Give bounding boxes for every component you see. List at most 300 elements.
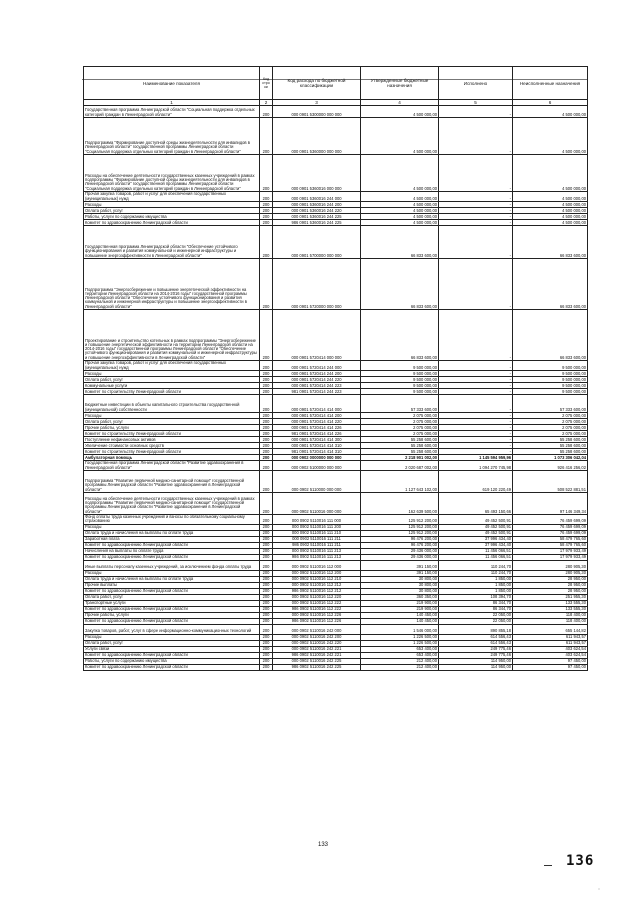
approved-amount-cell: 2 075 000,00: [361, 413, 439, 419]
approved-amount-cell: 2 218 901 002,00: [361, 455, 439, 461]
executed-amount-cell: -: [439, 413, 513, 419]
line-code-cell: 200: [260, 548, 273, 554]
executed-amount-cell: 249 775,46: [439, 652, 513, 658]
table-row: [84, 192, 588, 202]
indicator-name-cell: Работы, услуги по содержанию имущества: [84, 658, 260, 664]
table-body: [84, 106, 588, 671]
table-row: [84, 493, 588, 515]
table-row: [84, 471, 588, 493]
unexecuted-amount-cell: 55 258 600,00: [513, 437, 588, 443]
unexecuted-amount-cell: 280 905,30: [513, 570, 588, 576]
approved-amount-cell: 391 150,00: [361, 560, 439, 570]
unexecuted-amount-cell: 1 073 306 042,04: [513, 455, 588, 461]
unexecuted-amount-cell: 2 075 000,00: [513, 419, 588, 425]
budget-code-cell: 000 0902 5110016 112 000: [273, 560, 361, 570]
corner-mark: ::: [598, 886, 601, 891]
line-code-cell: 200: [260, 106, 273, 118]
budget-code-cell: 000 0901 5720414 244 220: [273, 377, 361, 383]
unexecuted-amount-cell: 118 400,00: [513, 612, 588, 618]
budget-code-cell: 986 0902 5110016 112 226: [273, 618, 361, 624]
unexecuted-amount-cell: 4 500 000,00: [513, 106, 588, 118]
budget-code-cell: 000 0902 0000000 000 000: [273, 455, 361, 461]
approved-amount-cell: 125 912 200,00: [361, 515, 439, 525]
approved-amount-cell: 219 900,00: [361, 606, 439, 612]
executed-amount-cell: -: [439, 310, 513, 361]
unexecuted-amount-cell: 4 500 000,00: [513, 155, 588, 192]
executed-amount-cell: 37 996 434,40: [439, 542, 513, 548]
line-code-cell: 200: [260, 646, 273, 652]
header-approved: Утвержденные бюджетные назначения: [361, 67, 439, 100]
budget-code-cell: 000 0901 5360016 244 200: [273, 202, 361, 208]
line-code-cell: 200: [260, 449, 273, 455]
line-code-cell: 200: [260, 214, 273, 220]
executed-amount-cell: 1 850,00: [439, 576, 513, 582]
indicator-name-cell: Оплата работ, услуг: [84, 419, 260, 425]
line-code-cell: 200: [260, 361, 273, 371]
indicator-name-cell: Комитет по здравоохранению Ленинградской области: [84, 606, 260, 612]
budget-code-cell: 000 0901 5720414 244 000: [273, 361, 361, 371]
table-row: [84, 515, 588, 525]
budget-code-cell: 000 0902 5110016 242 221: [273, 646, 361, 652]
approved-amount-cell: 653 400,00: [361, 652, 439, 658]
table-row: [84, 118, 588, 155]
unexecuted-amount-cell: 2 075 000,00: [513, 413, 588, 419]
unexecuted-amount-cell: 9 500 000,00: [513, 361, 588, 371]
budget-code-cell: 986 0901 5360016 244 225: [273, 220, 361, 226]
line-code-cell: 200: [260, 413, 273, 419]
approved-amount-cell: 4 500 000,00: [361, 220, 439, 226]
budget-code-cell: 000 0901 5360000 000 000: [273, 118, 361, 155]
line-code-cell: 200: [260, 493, 273, 515]
unexecuted-amount-cell: 58 479 765,60: [513, 542, 588, 548]
indicator-name-cell: Комитет по здравоохранению Ленинградской области: [84, 652, 260, 658]
executed-amount-cell: 619 120 220,49: [439, 471, 513, 493]
approved-amount-cell: 140 450,00: [361, 612, 439, 618]
unexecuted-amount-cell: 55 258 600,00: [513, 449, 588, 455]
column-number: 2: [260, 100, 273, 106]
executed-amount-cell: -: [439, 214, 513, 220]
approved-amount-cell: 55 258 600,00: [361, 449, 439, 455]
indicator-name-cell: Государственная программа Ленинградской области "Обеспечение устойчивого функционирования и развития коммунальной и инженерной инфраструктуры и повышение энергоэффективности в Ленинградской области": [84, 226, 260, 259]
indicator-name-cell: Начисления на выплаты по оплате труда: [84, 548, 260, 554]
approved-amount-cell: 125 912 200,00: [361, 530, 439, 536]
approved-amount-cell: 96 476 200,00: [361, 542, 439, 548]
line-code-cell: 200: [260, 395, 273, 413]
executed-amount-cell: 614 556,43: [439, 634, 513, 640]
executed-amount-cell: 65 493 150,66: [439, 493, 513, 515]
line-code-cell: 200: [260, 658, 273, 664]
approved-amount-cell: 4 500 000,00: [361, 214, 439, 220]
executed-amount-cell: -: [439, 443, 513, 449]
budget-code-cell: 981 0901 5720414 244 223: [273, 389, 361, 395]
unexecuted-amount-cell: 251 955,30: [513, 594, 588, 600]
unexecuted-amount-cell: 28 950,00: [513, 576, 588, 582]
unexecuted-amount-cell: 118 400,00: [513, 618, 588, 624]
line-code-cell: 200: [260, 443, 273, 449]
line-code-cell: 200: [260, 600, 273, 606]
budget-code-cell: 000 0901 5360016 244 000: [273, 192, 361, 202]
header-indicator-name: Наименование показателя: [84, 67, 260, 100]
line-code-cell: 200: [260, 634, 273, 640]
approved-amount-cell: 30 800,00: [361, 582, 439, 588]
unexecuted-amount-cell: 9 500 000,00: [513, 389, 588, 395]
approved-amount-cell: 2 075 000,00: [361, 431, 439, 437]
line-code-cell: 200: [260, 640, 273, 646]
unexecuted-amount-cell: 508 522 881,51: [513, 471, 588, 493]
indicator-name-cell: Расходы: [84, 634, 260, 640]
unexecuted-amount-cell: 4 500 000,00: [513, 208, 588, 214]
executed-amount-cell: 11 456 066,51: [439, 548, 513, 554]
executed-amount-cell: -: [439, 155, 513, 192]
table-row: [84, 155, 588, 192]
budget-code-cell: 986 0902 5110016 242 221: [273, 652, 361, 658]
indicator-name-cell: Комитет по здравоохранению Ленинградской области: [84, 618, 260, 624]
indicator-name-cell: Заработная плата: [84, 536, 260, 542]
unexecuted-amount-cell: 4 500 000,00: [513, 192, 588, 202]
unexecuted-amount-cell: 9 500 000,00: [513, 383, 588, 389]
budget-code-cell: 000 0902 5110016 242 000: [273, 624, 361, 634]
executed-amount-cell: -: [439, 437, 513, 443]
budget-code-cell: 986 0902 5110016 112 212: [273, 588, 361, 594]
line-code-cell: 200: [260, 560, 273, 570]
approved-amount-cell: 9 500 000,00: [361, 377, 439, 383]
budget-code-cell: 000 0902 5110016 111 211: [273, 536, 361, 542]
line-code-cell: 200: [260, 624, 273, 634]
executed-amount-cell: 114 950,00: [439, 658, 513, 664]
executed-amount-cell: -: [439, 220, 513, 226]
indicator-name-cell: Работы, услуги по содержанию имущества: [84, 214, 260, 220]
indicator-name-cell: Прочие выплаты: [84, 582, 260, 588]
budget-execution-table-sheet: [83, 66, 587, 671]
budget-code-cell: 000 0901 5720414 000 000: [273, 310, 361, 361]
budget-code-cell: 000 0902 5110016 242 225: [273, 658, 361, 664]
pen-mark: [544, 865, 552, 866]
indicator-name-cell: Расходы: [84, 524, 260, 530]
line-code-cell: 200: [260, 588, 273, 594]
column-number: 1: [84, 100, 260, 106]
budget-code-cell: 000 0901 5300000 000 000: [273, 106, 361, 118]
header-line-code: Код стро ки: [260, 67, 273, 100]
indicator-name-cell: Расходы на обеспечение деятельности государственных казенных учреждений в рамках подпрограммы "Развитие первичной медико-санитарной помощи" государственной программы Ленинградской области "Развитие здравоохранения в Ленинградской области": [84, 493, 260, 515]
line-code-cell: 200: [260, 530, 273, 536]
stamped-sheet-number: 136: [566, 853, 595, 869]
indicator-name-cell: Расходы: [84, 371, 260, 377]
approved-amount-cell: 29 436 000,00: [361, 548, 439, 554]
unexecuted-amount-cell: 97 146 349,34: [513, 493, 588, 515]
indicator-name-cell: Транспортные услуги: [84, 600, 260, 606]
line-code-cell: 200: [260, 431, 273, 437]
executed-amount-cell: 110 244,70: [439, 570, 513, 576]
executed-amount-cell: 49 452 500,91: [439, 524, 513, 530]
unexecuted-amount-cell: 2 075 000,00: [513, 425, 588, 431]
line-code-cell: 200: [260, 377, 273, 383]
column-number: 6: [513, 100, 588, 106]
budget-code-cell: 000 0902 5110016 242 220: [273, 640, 361, 646]
unexecuted-amount-cell: 66 833 600,00: [513, 259, 588, 310]
executed-amount-cell: -: [439, 419, 513, 425]
indicator-name-cell: Комитет по здравоохранению Ленинградской области: [84, 554, 260, 560]
approved-amount-cell: 1 226 500,00: [361, 634, 439, 640]
indicator-name-cell: Комитет по здравоохранению Ленинградской области: [84, 220, 260, 226]
unexecuted-amount-cell: 655 144,82: [513, 624, 588, 634]
approved-amount-cell: 29 436 000,00: [361, 554, 439, 560]
table-row: [84, 226, 588, 259]
header-unexecuted: Неисполненные назначения: [513, 67, 588, 100]
executed-amount-cell: -: [439, 431, 513, 437]
executed-amount-cell: -: [439, 118, 513, 155]
unexecuted-amount-cell: 403 624,54: [513, 652, 588, 658]
table-row: [84, 395, 588, 413]
table-row: [84, 664, 588, 670]
line-code-cell: 200: [260, 618, 273, 624]
executed-amount-cell: -: [439, 226, 513, 259]
approved-amount-cell: 212 400,00: [361, 658, 439, 664]
budget-code-cell: 000 0902 5110016 112 222: [273, 600, 361, 606]
executed-amount-cell: -: [439, 383, 513, 389]
line-code-cell: 200: [260, 664, 273, 670]
approved-amount-cell: 4 500 000,00: [361, 192, 439, 202]
executed-amount-cell: -: [439, 377, 513, 383]
indicator-name-cell: Расходы: [84, 202, 260, 208]
table-row: [84, 106, 588, 118]
approved-amount-cell: 653 400,00: [361, 646, 439, 652]
indicator-name-cell: Расходы на обеспечение деятельности государственных казенных учреждений в рамках подпрограммы "Формирование доступной среды жизнедеятельности для инвалидов в Ленинградской области" государственной программы Ленинградской области "Социальная поддержка отдельных категорий граждан в Ленинградской области": [84, 155, 260, 192]
budget-code-cell: 000 0901 5720414 414 310: [273, 443, 361, 449]
line-code-cell: 200: [260, 371, 273, 377]
approved-amount-cell: 66 833 600,00: [361, 226, 439, 259]
indicator-name-cell: Оплата работ, услуг: [84, 208, 260, 214]
table-row: [84, 259, 588, 310]
unexecuted-amount-cell: 403 624,54: [513, 646, 588, 652]
approved-amount-cell: 1 546 000,00: [361, 624, 439, 634]
indicator-name-cell: Прочие работы, услуги: [84, 425, 260, 431]
unexecuted-amount-cell: 9 500 000,00: [513, 377, 588, 383]
executed-amount-cell: 22 050,00: [439, 618, 513, 624]
indicator-name-cell: Комитет по здравоохранению Ленинградской области: [84, 588, 260, 594]
indicator-name-cell: Амбулаторная помощь: [84, 455, 260, 461]
indicator-name-cell: Поступление нефинансовых активов: [84, 437, 260, 443]
line-code-cell: 200: [260, 192, 273, 202]
budget-code-cell: 000 0902 5110016 112 210: [273, 576, 361, 582]
unexecuted-amount-cell: 66 833 600,00: [513, 226, 588, 259]
table-row: [84, 461, 588, 471]
line-code-cell: 200: [260, 208, 273, 214]
budget-code-cell: 000 0901 5720414 414 000: [273, 395, 361, 413]
executed-amount-cell: 1 145 594 959,96: [439, 455, 513, 461]
executed-amount-cell: -: [439, 449, 513, 455]
indicator-name-cell: Подпрограмма "Развитие первичной медико-санитарной помощи" государственной программы Ленинградской области "Развитие здравоохранения в Ленинградской области": [84, 471, 260, 493]
budget-code-cell: 000 0901 5720414 414 226: [273, 425, 361, 431]
indicator-name-cell: Прочие работы, услуги: [84, 612, 260, 618]
indicator-name-cell: Прочая закупка товаров, работ и услуг для обеспечения государственных (муниципальных) нужд: [84, 192, 260, 202]
indicator-name-cell: Комитет по здравоохранению Ленинградской области: [84, 542, 260, 548]
line-code-cell: 200: [260, 155, 273, 192]
budget-code-cell: 000 0901 5700000 000 000: [273, 226, 361, 259]
unexecuted-amount-cell: 2 075 000,00: [513, 431, 588, 437]
approved-amount-cell: 9 500 000,00: [361, 361, 439, 371]
line-code-cell: 200: [260, 437, 273, 443]
unexecuted-amount-cell: 97 450,00: [513, 664, 588, 670]
executed-amount-cell: 49 452 500,91: [439, 530, 513, 536]
budget-code-cell: 000 0902 5110016 112 226: [273, 612, 361, 618]
indicator-name-cell: Оплата работ, услуг: [84, 594, 260, 600]
indicator-name-cell: Подпрограмма "Энергосбережение и повышение энергетической эффективности на территории Ленинградской области на 2014-2016 годы" государственной программы Ленинградской области "Обеспечение устойчивого функционирования и развития коммунальной и инженерной инфраструктуры и повышение энергоэффективности в Ленинградской области": [84, 259, 260, 310]
executed-amount-cell: 86 344,70: [439, 606, 513, 612]
executed-amount-cell: -: [439, 106, 513, 118]
indicator-name-cell: Комитет по строительству Ленинградской области: [84, 389, 260, 395]
executed-amount-cell: 108 394,70: [439, 594, 513, 600]
approved-amount-cell: 55 258 600,00: [361, 437, 439, 443]
budget-code-cell: 000 0902 5110016 111 200: [273, 524, 361, 530]
executed-amount-cell: 1 850,00: [439, 588, 513, 594]
unexecuted-amount-cell: 17 979 933,49: [513, 548, 588, 554]
line-code-cell: 200: [260, 594, 273, 600]
line-code-cell: 200: [260, 582, 273, 588]
budget-code-cell: 000 0902 5110016 111 213: [273, 548, 361, 554]
unexecuted-amount-cell: 926 416 256,02: [513, 461, 588, 471]
line-code-cell: 200: [260, 652, 273, 658]
executed-amount-cell: 37 996 434,40: [439, 536, 513, 542]
executed-amount-cell: -: [439, 425, 513, 431]
budget-code-cell: 000 0902 5110016 111 000: [273, 515, 361, 525]
approved-amount-cell: 125 912 200,00: [361, 524, 439, 530]
budget-code-cell: 986 0902 5110016 242 225: [273, 664, 361, 670]
unexecuted-amount-cell: 17 979 933,49: [513, 554, 588, 560]
budget-code-cell: 986 0902 5110016 112 222: [273, 606, 361, 612]
budget-execution-table: [83, 66, 588, 671]
line-code-cell: 200: [260, 461, 273, 471]
approved-amount-cell: 30 800,00: [361, 588, 439, 594]
unexecuted-amount-cell: 28 950,00: [513, 582, 588, 588]
line-code-cell: 200: [260, 202, 273, 208]
executed-amount-cell: 1 094 270 745,98: [439, 461, 513, 471]
indicator-name-cell: Закупка товаров, работ, услуг в сфере информационно-коммуникационных технологий: [84, 624, 260, 634]
indicator-name-cell: Иные выплаты персоналу казенных учреждений, за исключением фонда оплаты труда: [84, 560, 260, 570]
line-code-cell: 200: [260, 536, 273, 542]
indicator-name-cell: Услуги связи: [84, 646, 260, 652]
budget-code-cell: 000 0901 5720414 414 200: [273, 413, 361, 419]
table-row: [84, 310, 588, 361]
unexecuted-amount-cell: 4 500 000,00: [513, 202, 588, 208]
column-number: 5: [439, 100, 513, 106]
column-number: 3: [273, 100, 361, 106]
indicator-name-cell: Государственная программа Ленинградской области "Развитие здравоохранения в Ленинградской области": [84, 461, 260, 471]
executed-amount-cell: 114 950,00: [439, 664, 513, 670]
budget-code-cell: 000 0901 5720414 414 300: [273, 437, 361, 443]
executed-amount-cell: 1 850,00: [439, 582, 513, 588]
budget-code-cell: 000 0902 5100000 000 000: [273, 461, 361, 471]
line-code-cell: 200: [260, 471, 273, 493]
line-code-cell: 200: [260, 220, 273, 226]
indicator-name-cell: Комитет по строительству Ленинградской области: [84, 449, 260, 455]
approved-amount-cell: 162 639 500,00: [361, 493, 439, 515]
executed-amount-cell: 110 244,70: [439, 560, 513, 570]
line-code-cell: 200: [260, 425, 273, 431]
indicator-name-cell: Оплата труда и начисления на выплаты по оплате труда: [84, 576, 260, 582]
line-code-cell: 200: [260, 259, 273, 310]
executed-amount-cell: -: [439, 361, 513, 371]
indicator-name-cell: Фонд оплаты труда казенных учреждений и взносы по обязательному социальному страхованию: [84, 515, 260, 525]
line-code-cell: 200: [260, 612, 273, 618]
unexecuted-amount-cell: 55 258 600,00: [513, 443, 588, 449]
budget-code-cell: 000 0902 5110016 242 200: [273, 634, 361, 640]
approved-amount-cell: 96 476 200,00: [361, 536, 439, 542]
approved-amount-cell: 30 800,00: [361, 576, 439, 582]
table-header-row: [84, 67, 588, 100]
executed-amount-cell: -: [439, 395, 513, 413]
header-budget-code: Код расхода по бюджетной классификации: [273, 67, 361, 100]
budget-code-cell: 000 0901 5360016 244 225: [273, 214, 361, 220]
indicator-name-cell: Комитет по строительству Ленинградской области: [84, 431, 260, 437]
approved-amount-cell: 360 350,00: [361, 594, 439, 600]
line-code-cell: 200: [260, 310, 273, 361]
budget-code-cell: 000 0901 5720414 244 200: [273, 371, 361, 377]
indicator-name-cell: Оплата работ, услуг: [84, 640, 260, 646]
indicator-name-cell: Расходы: [84, 413, 260, 419]
unexecuted-amount-cell: 611 943,57: [513, 640, 588, 646]
executed-amount-cell: 49 452 500,91: [439, 515, 513, 525]
executed-amount-cell: -: [439, 208, 513, 214]
budget-code-cell: 000 0901 5720414 244 223: [273, 383, 361, 389]
approved-amount-cell: 4 500 000,00: [361, 208, 439, 214]
executed-amount-cell: 11 456 066,51: [439, 554, 513, 560]
budget-code-cell: 986 0902 5110016 111 213: [273, 554, 361, 560]
unexecuted-amount-cell: 58 479 765,60: [513, 536, 588, 542]
approved-amount-cell: 9 500 000,00: [361, 371, 439, 377]
budget-code-cell: 000 0902 5110016 112 212: [273, 582, 361, 588]
executed-amount-cell: 890 855,18: [439, 624, 513, 634]
unexecuted-amount-cell: 4 500 000,00: [513, 214, 588, 220]
approved-amount-cell: 4 500 000,00: [361, 155, 439, 192]
executed-amount-cell: 614 556,43: [439, 640, 513, 646]
budget-code-cell: 986 0902 5110016 111 211: [273, 542, 361, 548]
executed-amount-cell: 22 050,00: [439, 612, 513, 618]
line-code-cell: 200: [260, 576, 273, 582]
executed-amount-cell: 249 775,46: [439, 646, 513, 652]
unexecuted-amount-cell: 4 500 000,00: [513, 118, 588, 155]
executed-amount-cell: -: [439, 259, 513, 310]
unexecuted-amount-cell: 76 459 699,09: [513, 524, 588, 530]
budget-code-cell: 000 0901 5720414 414 220: [273, 419, 361, 425]
approved-amount-cell: 2 020 687 002,00: [361, 461, 439, 471]
approved-amount-cell: 9 500 000,00: [361, 383, 439, 389]
unexecuted-amount-cell: 133 555,30: [513, 600, 588, 606]
indicator-name-cell: Оплата труда и начисления на выплаты по оплате труда: [84, 530, 260, 536]
approved-amount-cell: 140 450,00: [361, 618, 439, 624]
indicator-name-cell: Прочая закупка товаров, работ и услуг для обеспечения государственных (муниципальных) нужд: [84, 361, 260, 371]
budget-code-cell: 000 0902 5110016 112 220: [273, 594, 361, 600]
budget-code-cell: 000 0902 5110016 112 200: [273, 570, 361, 576]
table-row: [84, 624, 588, 634]
budget-code-cell: 000 0902 5110000 000 000: [273, 471, 361, 493]
indicator-name-cell: Проектирование и строительство котельных в рамках подпрограммы "Энергосбережение и повышение энергетической эффективности на территории Ленинградской области на 2014-2016 годы" государственной программы Ленинградской области "Обеспечение устойчивого функционирования и развития коммунальной и инженерной инфраструктуры и повышение энергоэффективности в Ленинградской области": [84, 310, 260, 361]
budget-code-cell: 000 0902 5110016 111 210: [273, 530, 361, 536]
indicator-name-cell: Бюджетные инвестиции в объекты капитального строительства государственной (муниципальной) собственности: [84, 395, 260, 413]
line-code-cell: 200: [260, 524, 273, 530]
executed-amount-cell: -: [439, 202, 513, 208]
budget-code-cell: 000 0901 5360016 244 220: [273, 208, 361, 214]
line-code-cell: 200: [260, 383, 273, 389]
budget-code-cell: 000 0901 5720000 000 000: [273, 259, 361, 310]
approved-amount-cell: 2 075 000,00: [361, 425, 439, 431]
unexecuted-amount-cell: 57 333 600,00: [513, 395, 588, 413]
approved-amount-cell: 219 900,00: [361, 600, 439, 606]
line-code-cell: 200: [260, 606, 273, 612]
approved-amount-cell: 4 500 000,00: [361, 118, 439, 155]
approved-amount-cell: 2 075 000,00: [361, 419, 439, 425]
approved-amount-cell: 1 127 643 102,00: [361, 471, 439, 493]
unexecuted-amount-cell: 280 905,30: [513, 560, 588, 570]
